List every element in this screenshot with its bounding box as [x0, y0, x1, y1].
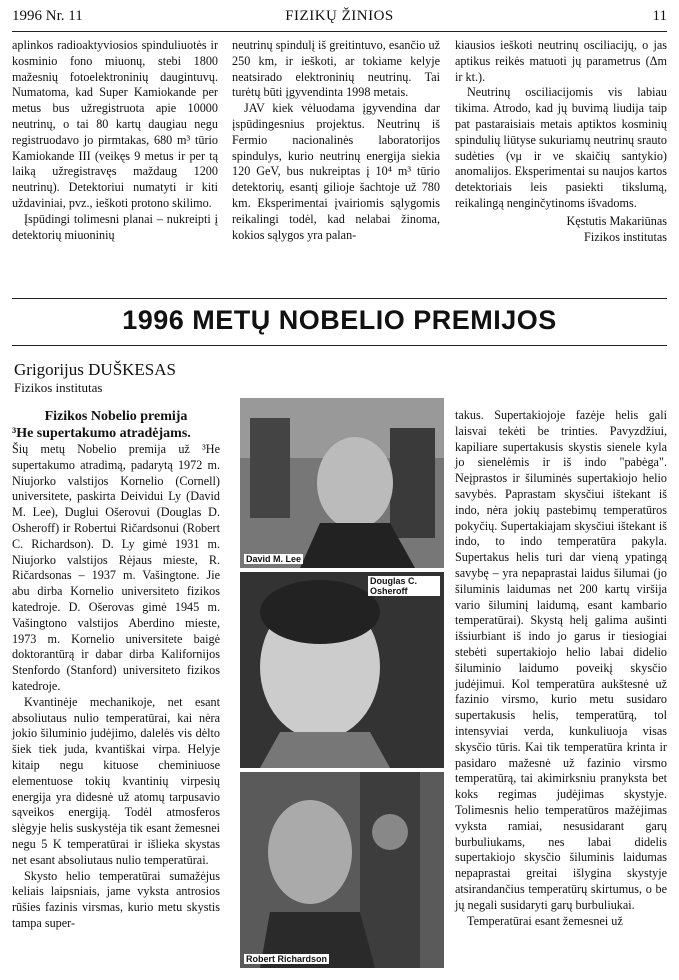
- caption-osheroff: Douglas C. Osheroff: [368, 576, 440, 596]
- section-rule-bottom: [12, 345, 667, 346]
- section-rule-top: [12, 298, 667, 299]
- article-column-3: [455, 408, 667, 929]
- author-name: Grigorijus DUŠKESAS: [14, 360, 176, 379]
- photo-david-lee: [240, 398, 444, 568]
- paragraph: neutrinų spindulį iš greitintuvo, esančio už 250 km, ir ieškoti, ar tokiame kelyje neatsirado elektroninių neutrinų. Tai turėtų būti įgyvendinta 1998 metais.: [232, 38, 440, 100]
- header-rule: [12, 31, 667, 32]
- paragraph: Kvantinėje mechanikoje, net esant absoliutaus nulio temperatūrai, kai nėra jokio šiluminio judėjimo, dalelės vis dėlto šiek tiek juda, kvantiškai virpa. Helyje kitaip negu kituose cheminiuose elementuose tokių kvantinių virpesių energija yra didesnė už atomų tarpusavio sąveikos energiją. Todėl atmosferos slėgyje helis suskystėja tik esant žemesnei negu 5 K temperatūrai ir išlieka skystas net esant absoliutaus nulio temperatūrai.: [12, 694, 220, 867]
- section-title: 1996 METŲ NOBELIO PREMIJOS: [122, 305, 557, 335]
- paragraph: Neutrinų osciliacijomis vis labiau tikima. Atrodo, kad jų buvimą liudija taip pat pastaraisiais metais aptiktos kosminių spindulių liūtyse sukuriamų neutrinų srauto sudėties (νμ ir νe skaičių santykio) anomalijos. Eksperimentai su naujos kartos detektoriais leis pasiekti tikslumą, reikalingą nenginčytinoms išvadoms.: [455, 85, 667, 210]
- page-number: 11: [652, 8, 667, 24]
- caption-richardson: Robert Richardson: [246, 954, 328, 964]
- caption-lee: David M. Lee: [246, 554, 302, 564]
- top-column-2: [232, 38, 440, 243]
- paragraph: Įspūdingi tolimesni planai – nukreipti į detektorių miuoninių: [12, 211, 218, 242]
- paragraph: kiausios ieškoti neutrinų osciliacijų, o jas aptikus reikės matuoti jų parametrus (Δm ir kt.).: [455, 38, 667, 84]
- top-column-3: [455, 38, 667, 245]
- running-header: [12, 8, 667, 30]
- article-heading: Fizikos Nobelio premija: [44, 409, 188, 424]
- author-institute: Fizikos institutas: [14, 380, 103, 395]
- signature-name: Kęstutis Makariūnas: [566, 213, 667, 228]
- photo-douglas-osheroff: [240, 572, 444, 768]
- article-column-1: [12, 408, 220, 932]
- signature-institute: Fizikos institutas: [584, 229, 667, 244]
- journal-title: FIZIKŲ ŽINIOS: [285, 8, 394, 24]
- paragraph: aplinkos radioaktyviosios spinduliuotės ir kosminio fono miuonų, stebi 1800 mažesnių fotoelektroninių daugintuvų. Numatoma, kad Super Kamiokande per metus bus užregistruota apie 10000 neutrinų, o tai 80 kartų daugiau negu registruodavo jo pirmtakas, 680 m³ tūrio Kamiokande III (veikęs 9 metus ir per tą laiką užregistravęs maždaug 1200 neutrinų). Detektoriui numatyti ir kiti uždaviniai, pvz., ieškoti protono skilimo.: [12, 38, 218, 210]
- top-column-1: [12, 38, 218, 243]
- article-subheading: ³He supertakumo atradėjams.: [12, 426, 191, 441]
- paragraph: Šių metų Nobelio premija už ³He supertakumo atradimą, padarytą 1972 m. Niujorko valstijos Kornelio (Cornell) universitete, paskirta Deividui Ly (David M. Lee), Duglui Ošerovui (Douglas D. Osheroff) ir Robertui Ričardsonui (Robert C. Richardson). D. Ly gimė 1931 m. Niujorko valstijos Rėjaus mieste, R. Ričardsonas – 1937 m. Vašingtone. Jie abu dirba Kornelio universiteto fizikos katedroje. D. Ošerovas gimė 1945 m. Vašingtono valstijos Aberdino mieste, 1973 m. Kornelio universitete baigė doktorantūrą ir dabar dirba Kalifornijos Stenfordo (Stanford) universiteto fizikos katedroje.: [12, 442, 220, 693]
- paragraph: takus. Supertakiojoje fazėje helis gali laisvai tekėti be trinties. Pavyzdžiui, kapiliare supertakusis skystis sienele kyla jo sienelėmis ir iš indo "pabėga". Neįprastos ir šiluminės supertakiojo helio savybės. Paprastam skysčiui ištekant iš indo, nėra jokių pastebimų temperatūros pokyčių. Supertakiajam skysčiui ištekant iš indo, to indo temperatūra pakyla. Supertakus helis turi dar vieną ypatingą savybę – yra nepaprastai laidus šilumai (jo šiluminis laidumas net 200 kartų viršija vario šiluminį laidumą, esant kambario temperatūrai). Skystą helį galima aušinti išsiurbiant iš indo jo garus ir tiesiogiai stebėti supertakiojo helio labai didelio šiluminio laidumo poveikį skysčio judėjimui. Kol temperatūra aukštesnė už fazinio virsmo, kurio metu susidaro supertakusis helis, temperatūrą, tol intensyviai verda, kunkuliuoja visas skysčio tūris. Kai tik temperatūra krinta ir pasidaro mažesnė už fazinio virsmo temperatūrą, tai akimirksniu pranyksta bet koks regimas judėjimas skystyje. Tolimesnis helio temperatūros mažėjimas vyksta ramiai, nesusidarant garų burbuliukams, nes labai didelis supertakiojo skysčio šiluminis laidumas nepaprastai greitai išlygina skystyje atsirandančius temperatūrų skirtumus, o be jų negali susidaryti garų burbuliukai.: [455, 408, 667, 912]
- paragraph: JAV kiek vėluodama įgyvendina dar įspūdingesnius projektus. Neutrinų iš Fermio nacionalinės laboratorijos spindulys, kurio neutrinų energija siekia 120 GeV, bus nukreiptas į 10⁴ m³ tūrio detektorių, esantį giliojе šachtoje už 780 km. Eksperimentai įvairiomis sąlygomis reikalingi todėl, kad nelabai žinoma, kokios sąlygos yra palan-: [232, 101, 440, 242]
- paragraph: Skysto helio temperatūrai sumažėjus keliais laipsniais, jame vyksta antrosios rūšies fazinis virsmas, kurio metu skystis tampa super-: [12, 868, 220, 930]
- paragraph: Temperatūrai esant žemesnei už: [467, 913, 623, 928]
- issue-label: 1996 Nr. 11: [12, 8, 83, 24]
- photo-robert-richardson: [240, 772, 444, 968]
